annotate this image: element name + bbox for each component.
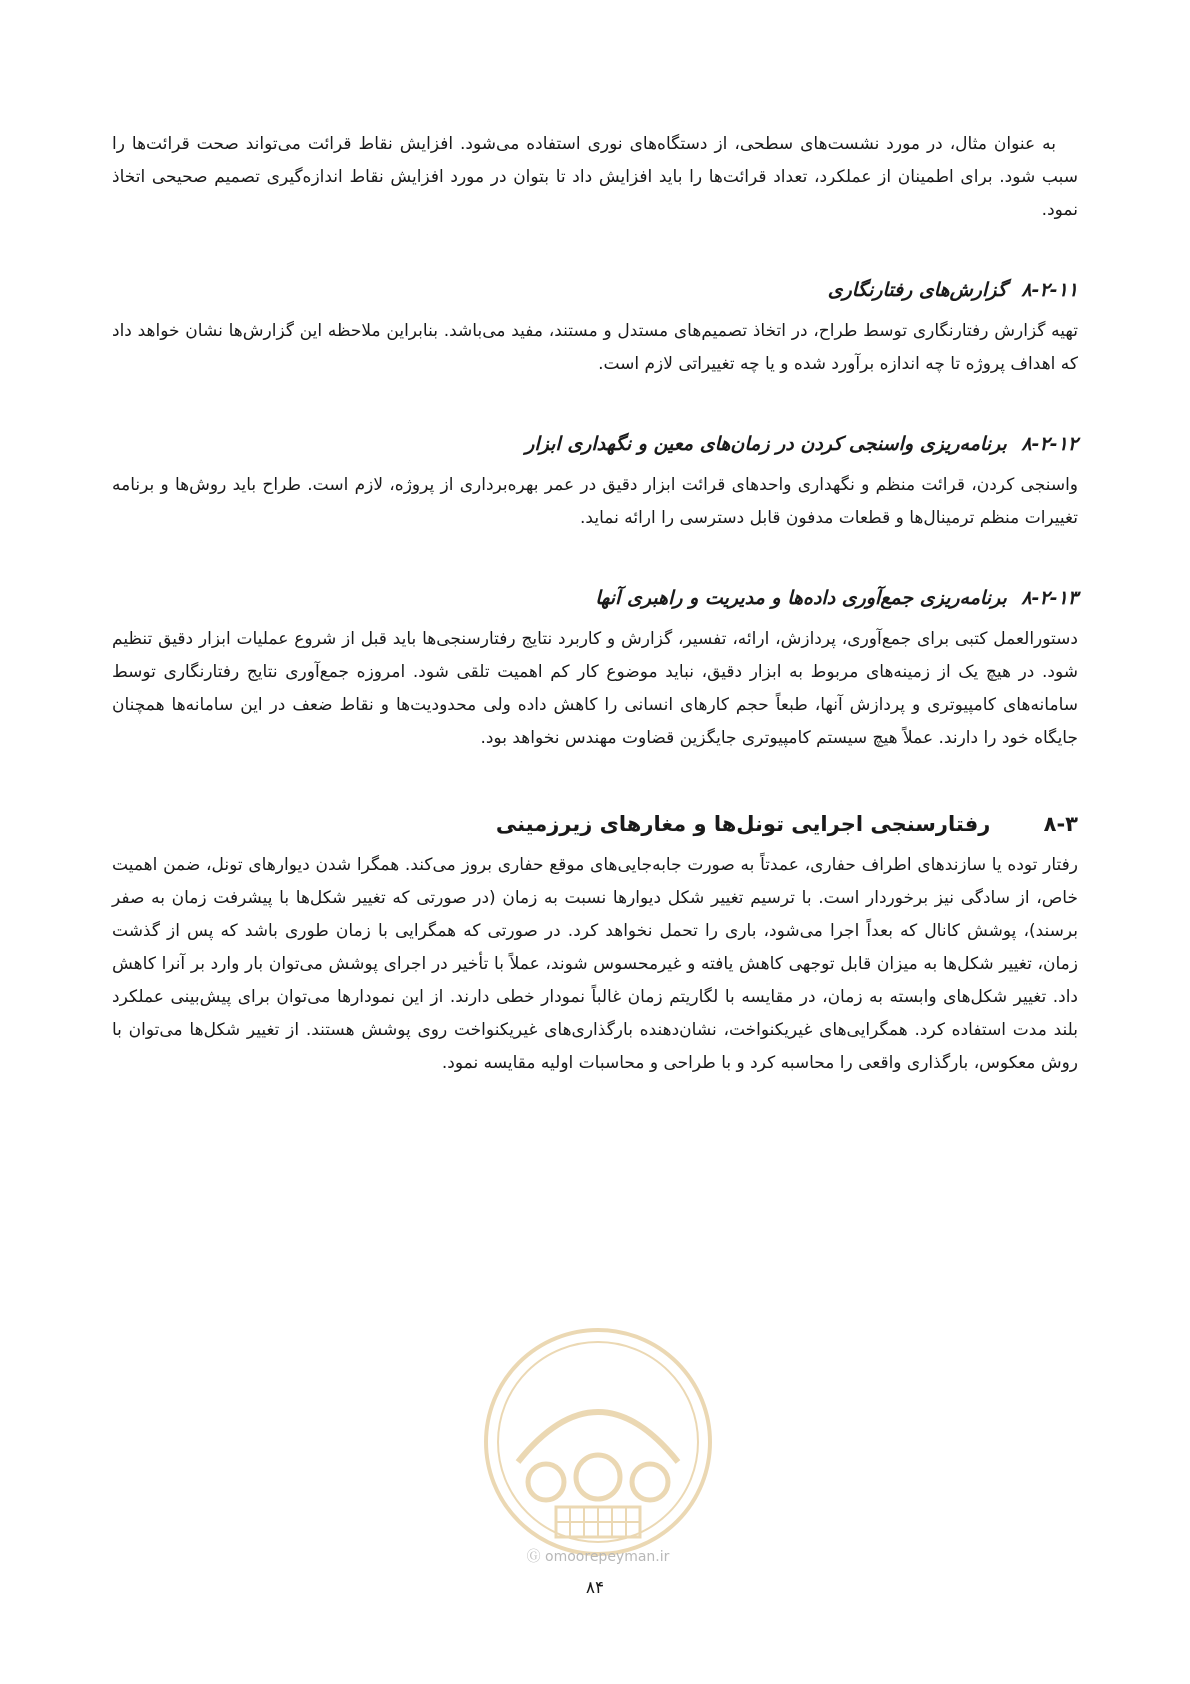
watermark-icon: Ⓖ [526,1549,541,1565]
watermark-site [488,1546,708,1566]
section-heading-8-2-13 [112,583,1078,613]
watermark-logo [478,1322,718,1562]
section-8-2-11-body: تهیه گزارش رفتارنگاری توسط طراح، در اتخاذ تصمیم‌های مستدل و مستند، مفید می‌باشد. بنابراین ملاحظه این گزارش‌ها نشان خواهد داد که اهداف پروژه تا چه اندازه برآورد شده و یا چه تغییراتی لازم است. [112,321,1078,374]
section-8-2-12-body: واسنجی کردن، قرائت منظم و نگهداری واحدهای قرائت ابزار دقیق در عمر بهره‌برداری از پروژه، لازم است. طراح باید روش‌ها و برنامه تغییرات منظم ترمینال‌ها و قطعات مدفون قابل دسترسی را ارائه نماید. [112,475,1078,528]
section-8-2-13-body: دستورالعمل کتبی برای جمع‌آوری، پردازش، ارائه، تفسیر، گزارش و کاربرد نتایج رفتارسنجی‌ها باید قبل از شروع عملیات ابزار دقیق تنظیم شود. در هیچ یک از زمینه‌های مربوط به ابزار دقیق، نباید موضوع کار کم اهمیت تلقی شود. امروزه جمع‌آوری نتایج رفتارنگاری توسط سامانه‌های کامپیوتری و پردازش آنها، طبعاً حجم کارهای انسانی را کاهش داده ولی محدودیت‌ها و نقاط ضعف در این سامانه‌ها همچنان جایگاه خود را دارند. عملاً هیچ سیستم کامپیوتری جایگزین قضاوت مهندس نخواهد بود. [112,629,1078,748]
page-number: ۸۴ [585,1578,605,1598]
section-title: برنامه‌ریزی جمع‌آوری داده‌ها و مدیریت و راهبری آنها [595,587,1007,609]
section-number: ۸-۲-۱۳ [1021,587,1078,609]
section-heading-8-3 [112,807,1078,841]
section-number: ۸-۲-۱۲ [1021,433,1078,455]
section-8-3-body: رفتار توده یا سازندهای اطراف حفاری، عمدتاً به صورت جابه‌جایی‌های موقع حفاری بروز می‌کند. همگرا شدن دیوارهای تونل، ضمن اهمیت خاص، از سادگی نیز برخوردار است. با ترسیم تغییر شکل دیوارها نسبت به زمان (در صورتی که تغییر شکل‌ها با پیشرفت زمان به صفر برسند)، پوشش کانال که بعداً اجرا می‌شود، باری را تحمل نخواهد کرد. در صورتی که همگرایی با زمان طوری باشد که پس از گذشت زمان، تغییر شکل‌ها به میزان قابل توجهی کاهش یافته و غیرمحسوس شوند، عملاً با تأخیر در اجرای پوشش می‌توان بار وارد بر آنرا کاهش داد. تغییر شکل‌های وابسته به زمان، در مقایسه با لگاریتم زمان غالباً نمودار خطی دارند. از این نمودارها می‌توان برای پیش‌بینی عملکرد بلند مدت استفاده کرد. همگرایی‌های غیریکنواخت، نشان‌دهنده بارگذاری‌های غیریکنواخت روی پوشش هستند. از تغییر شکل‌ها می‌توان با روش معکوس، بارگذاری واقعی را محاسبه کرد و با طراحی و محاسبات اولیه مقایسه نمود. [112,855,1078,1073]
watermark-site-text: omoorepeyman.ir [545,1549,670,1565]
section-title: گزارش‌های رفتارنگاری [827,279,1007,301]
page-content [112,128,1078,1080]
intro-paragraph: به عنوان مثال، در مورد نشست‌های سطحی، از دستگاه‌های نوری استفاده می‌شود. افزایش نقاط قرائت می‌تواند صحت قرائت‌ها را سبب شود. برای اطمینان از عملکرد، تعداد قرائت‌ها را باید افزایش داد تا بتوان در مورد افزایش نقاط اندازه‌گیری تصمیم صحیحی اتخاذ نمود. [112,134,1078,220]
section-title: رفتارسنجی اجرایی تونل‌ها و مغارهای زیرزمینی [495,812,991,836]
section-title: برنامه‌ریزی واسنجی کردن در زمان‌های معین و نگهداری ابزار [525,433,1007,455]
section-heading-8-2-11 [112,275,1078,305]
section-heading-8-2-12 [112,429,1078,459]
section-number: ۸-۳ [1043,812,1078,836]
section-number: ۸-۲-۱۱ [1021,279,1078,301]
